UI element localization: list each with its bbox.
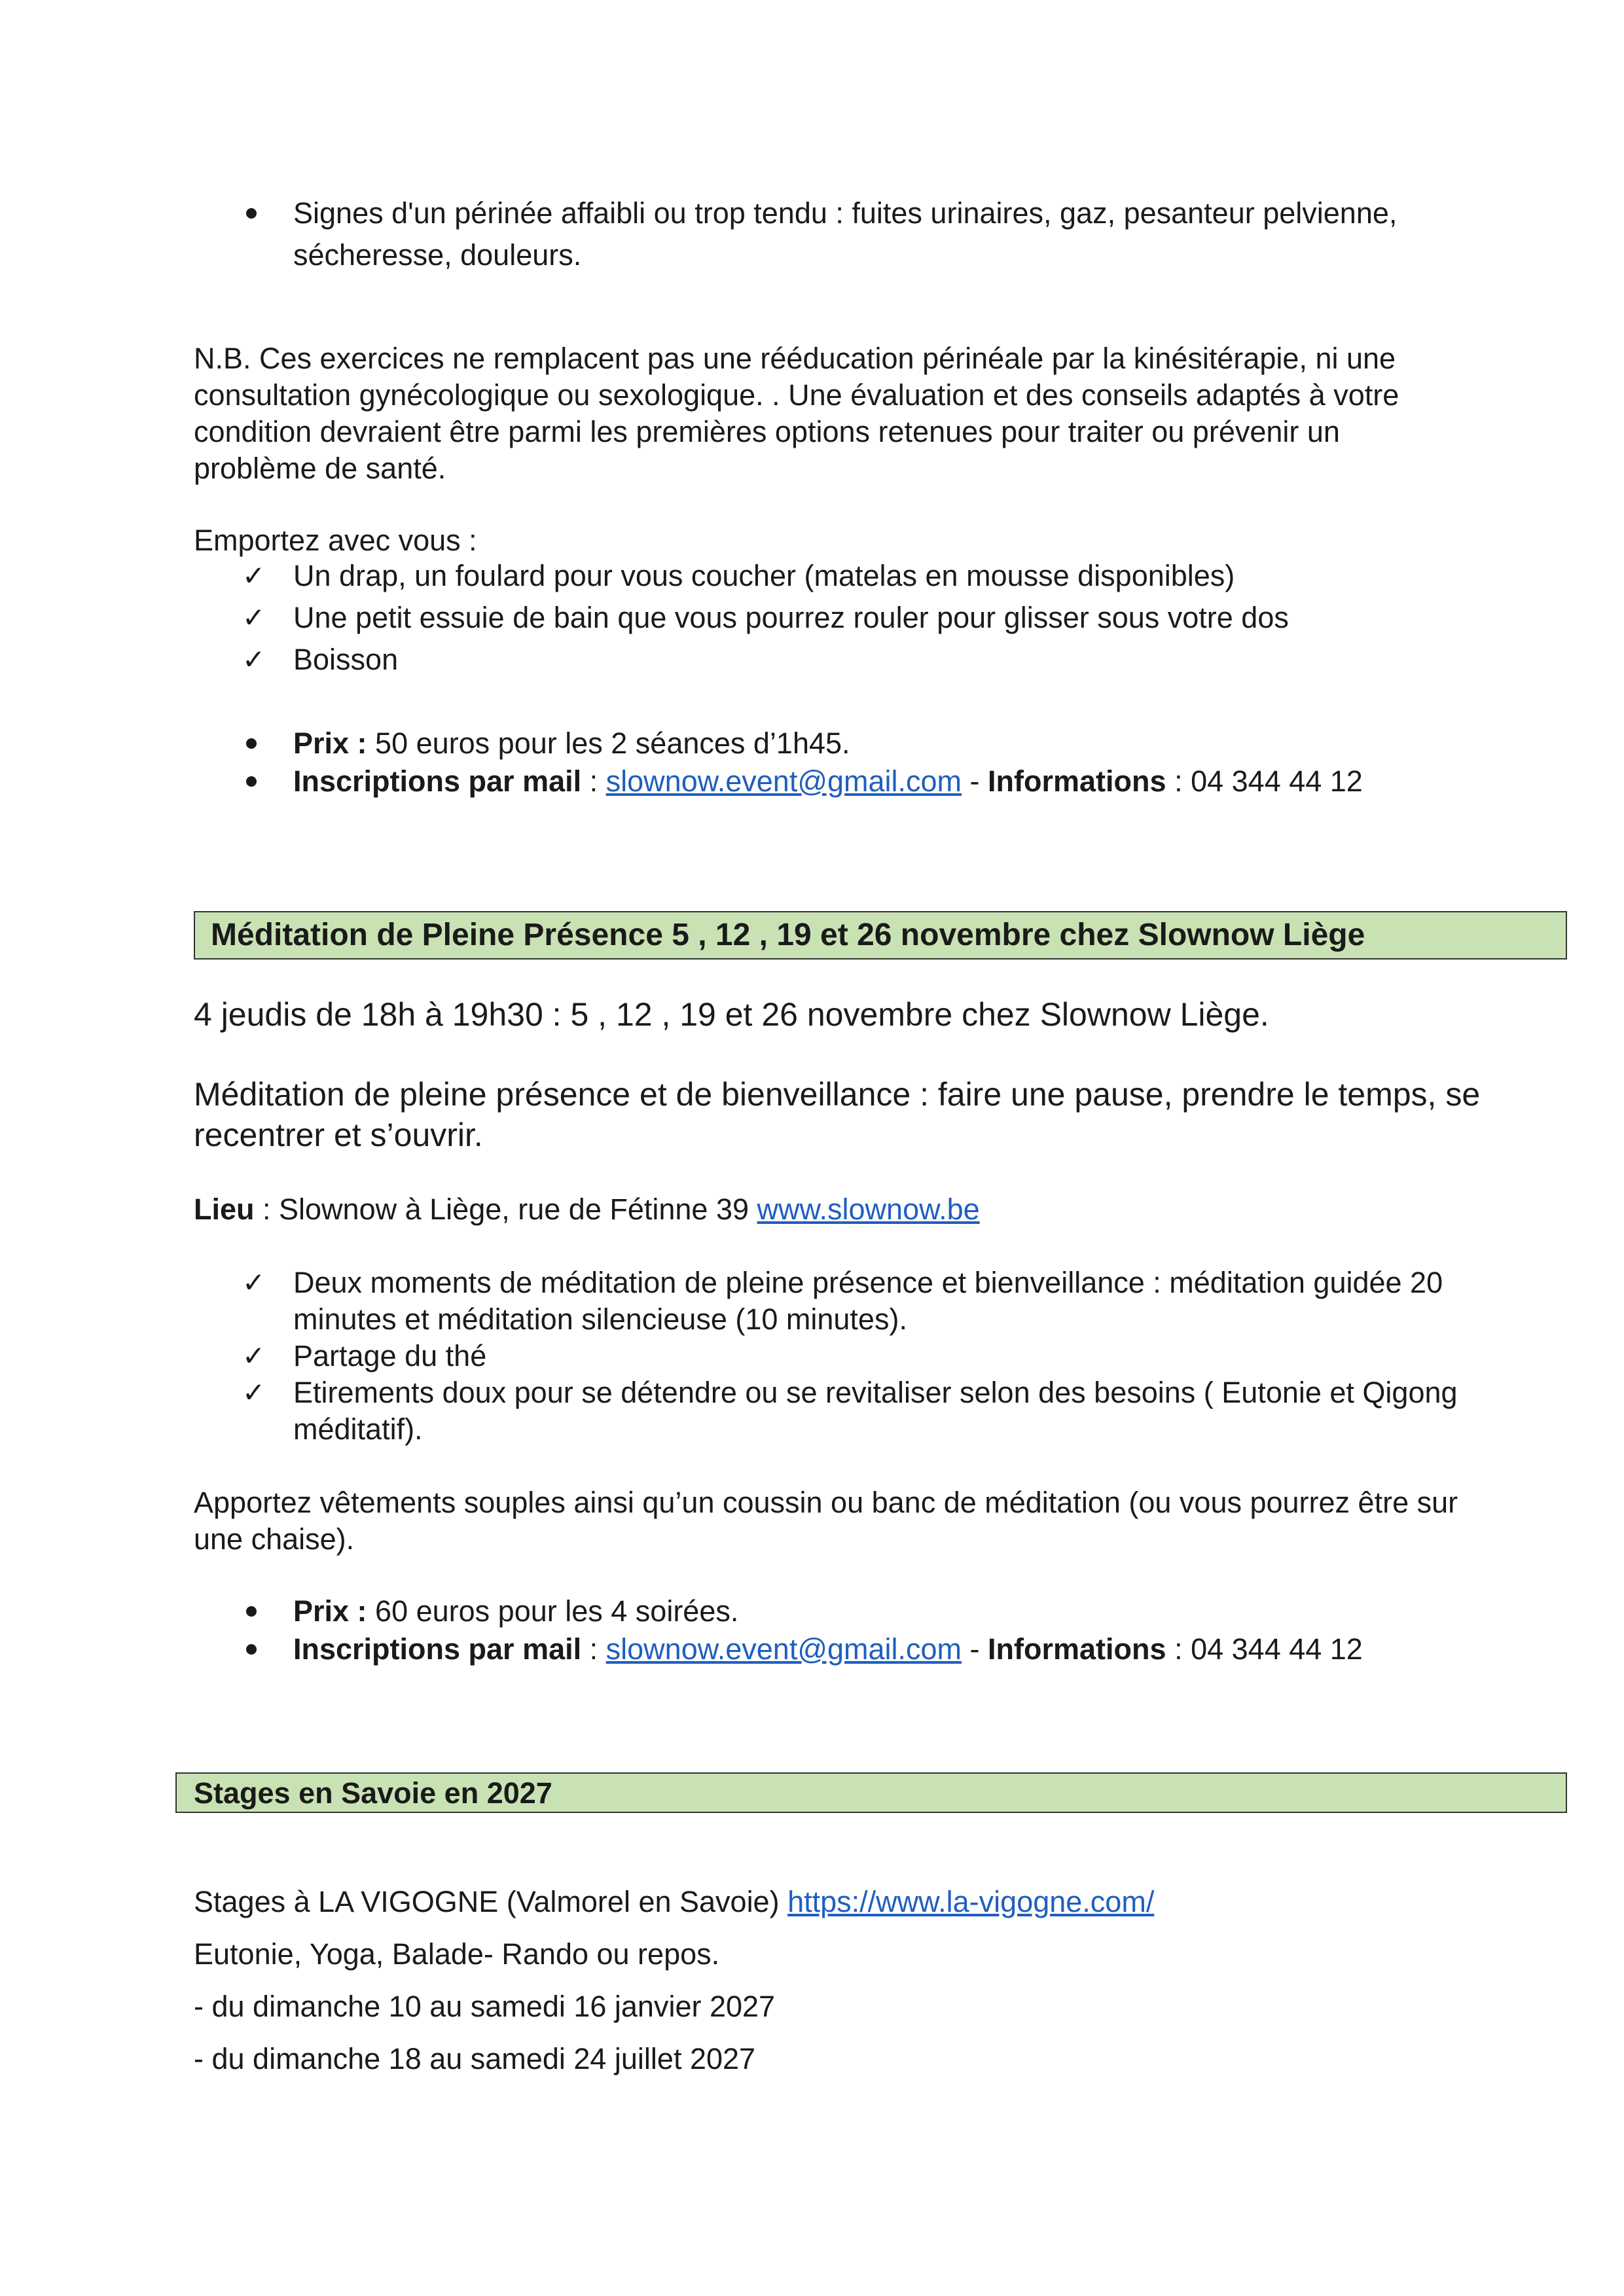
savoie-intro: Stages à LA VIGOGNE (Valmorel en Savoie) (194, 1885, 788, 1918)
price-line (293, 1593, 738, 1630)
savoie-date-2: - du dimanche 18 au samedi 24 juillet 2027 (194, 2042, 756, 2075)
price-text: 50 euros pour les 2 séances d’1h45. (367, 726, 850, 760)
bullet-icon (246, 738, 257, 749)
bullet-icon (246, 776, 257, 787)
separator: : (1166, 764, 1191, 798)
meditation-schedule: 4 jeudis de 18h à 19h30 : 5 , 12 , 19 et 26 novembre chez Slownow Liège. (194, 996, 1269, 1033)
phone-number: 04 344 44 12 (1191, 764, 1363, 798)
bring-item: Une petit essuie de bain que vous pourrez rouler pour glisser sous votre dos (293, 601, 1289, 634)
checkmark-icon: ✓ (242, 560, 266, 592)
lieu-line (194, 1191, 980, 1228)
meditation-desc-line1: Méditation de pleine présence et de bienveillance : faire une pause, prendre le temps, se (194, 1076, 1481, 1113)
separator: : (581, 1632, 606, 1666)
bring-title: Emportez avec vous : (194, 524, 477, 557)
savoie-line1 (194, 1884, 1154, 1920)
bullet-icon (246, 208, 257, 219)
checkmark-icon: ✓ (242, 643, 266, 675)
meditation-item-cont: minutes et méditation silencieuse (10 minutes). (293, 1302, 907, 1336)
meditation-bring-line1: Apportez vêtements souples ainsi qu’un coussin ou banc de méditation (ou vous pourrez être sur (194, 1486, 1458, 1519)
meditation-bring-line2: une chaise). (194, 1522, 355, 1556)
bullet-icon (246, 1606, 257, 1617)
phone-number: 04 344 44 12 (1191, 1632, 1363, 1666)
checkmark-icon: ✓ (242, 1376, 266, 1408)
checkmark-icon: ✓ (242, 1340, 266, 1372)
inscription-line (293, 1631, 1363, 1668)
nb-line-4: problème de santé. (194, 452, 446, 485)
price-text: 60 euros pour les 4 soirées. (367, 1594, 739, 1628)
email-link[interactable]: slownow.event@gmail.com (605, 764, 962, 798)
checkmark-icon: ✓ (242, 601, 266, 634)
email-link[interactable]: slownow.event@gmail.com (605, 1632, 962, 1666)
meditation-item: Etirements doux pour se détendre ou se revitaliser selon des besoins ( Eutonie et Qigong (293, 1376, 1458, 1409)
separator: : (1166, 1632, 1191, 1666)
bring-item: Un drap, un foulard pour vous coucher (matelas en mousse disponibles) (293, 559, 1235, 592)
checkmark-icon: ✓ (242, 1266, 266, 1299)
bring-item: Boisson (293, 643, 399, 676)
savoie-date-1: - du dimanche 10 au samedi 16 janvier 2027 (194, 1990, 776, 2023)
meditation-desc-line2: recentrer et s’ouvrir. (194, 1117, 483, 1153)
bullet-icon (246, 1644, 257, 1655)
meditation-section-header (194, 911, 1567, 960)
meditation-item-cont: méditatif). (293, 1412, 423, 1446)
nb-line-1: N.B. Ces exercices ne remplacent pas une rééducation périnéale par la kinésitérapie, ni une (194, 342, 1396, 375)
lieu-label: Lieu (194, 1193, 255, 1226)
savoie-activities: Eutonie, Yoga, Balade- Rando ou repos. (194, 1937, 720, 1971)
vigogne-link[interactable]: https://www.la-vigogne.com/ (787, 1885, 1155, 1918)
inscription-label: Inscriptions par mail (293, 1632, 582, 1666)
inscription-line (293, 763, 1363, 800)
website-link[interactable]: www.slownow.be (757, 1193, 980, 1226)
separator: - (962, 764, 988, 798)
meditation-item: Deux moments de méditation de pleine présence et bienveillance : méditation guidée 20 (293, 1266, 1443, 1299)
price-label: Prix : (293, 1594, 367, 1628)
perinee-signs-line2: sécheresse, douleurs. (293, 238, 582, 272)
inscription-label: Inscriptions par mail (293, 764, 582, 798)
info-label: Informations (988, 1632, 1166, 1666)
meditation-header-title: Méditation de Pleine Présence 5 , 12 , 19 et 26 novembre chez Slownow Liège (211, 918, 1365, 952)
meditation-item: Partage du thé (293, 1339, 487, 1372)
nb-line-2: consultation gynécologique ou sexologique. . Une évaluation et des conseils adaptés à votre (194, 378, 1399, 412)
lieu-address: : Slownow à Liège, rue de Fétinne 39 (254, 1193, 757, 1226)
perinee-signs-line1: Signes d'un périnée affaibli ou trop tendu : fuites urinaires, gaz, pesanteur pelvienne, (293, 196, 1398, 230)
separator: : (581, 764, 606, 798)
savoie-header-title: Stages en Savoie en 2027 (194, 1776, 552, 1810)
savoie-section-header (175, 1772, 1567, 1813)
info-label: Informations (988, 764, 1166, 798)
price-line (293, 725, 850, 762)
separator: - (962, 1632, 988, 1666)
nb-line-3: condition devraient être parmi les premières options retenues pour traiter ou prévenir un (194, 415, 1340, 448)
price-label: Prix : (293, 726, 367, 760)
